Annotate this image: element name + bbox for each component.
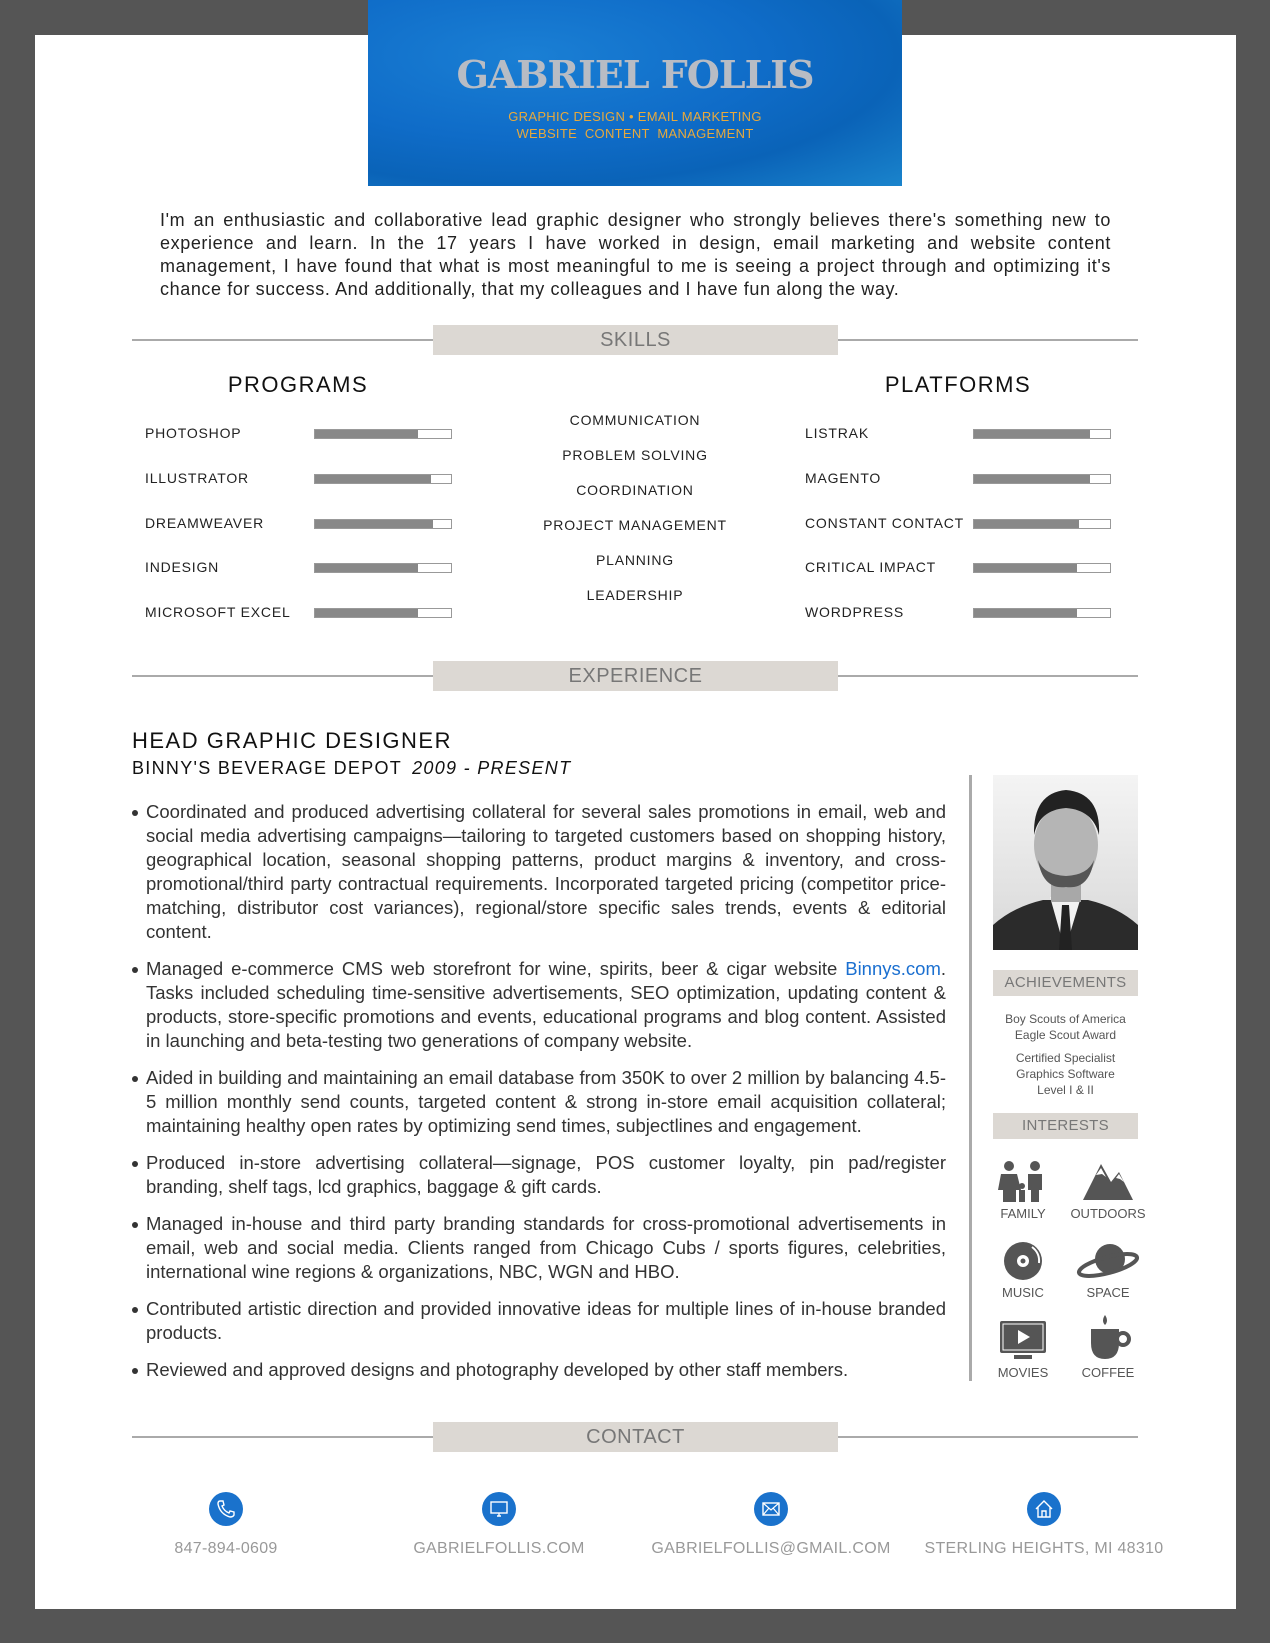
interest-outdoors (1068, 1160, 1148, 1221)
interest-space (1068, 1241, 1148, 1300)
coffee-cup-icon (1081, 1313, 1135, 1361)
profile-photo (993, 775, 1138, 950)
achievement-line: Certified Specialist (1015, 1051, 1116, 1065)
phone-icon (209, 1492, 243, 1526)
list-item: Produced in-store advertising collateral—signage, POS customer loyalty, pin pad/register branding, shelf tags, lcd graphics, baggage & gift cards. (130, 1151, 946, 1199)
interest-label: FAMILY (1000, 1206, 1046, 1221)
company-name: BINNY'S BEVERAGE DEPOT (132, 758, 403, 778)
list-item (130, 957, 946, 1053)
list-item: Coordinated and produced advertising collateral for several sales promotions in email, web and social media advertising campaigns—tailoring to targeted customers based on shopping history, geographical location, seasonal shopping patterns, product margins & inventory, and cross-promotional/third party contractual requirements. Incorporated targeted pricing (competitor price-matching, distributor cost variances), regional/store specific sales trends, events & editorial content. (130, 800, 946, 944)
skills-heading: SKILLS (433, 325, 838, 355)
achievement-item (993, 1050, 1138, 1098)
skill-label: ILLUSTRATOR (145, 470, 249, 486)
skill-level-fill (974, 520, 1079, 528)
skill-level-bar (973, 563, 1111, 573)
skill-level-fill (315, 430, 418, 438)
mountains-icon (1081, 1160, 1135, 1202)
skill-level-bar (973, 608, 1111, 618)
experience-bullets (130, 800, 946, 1395)
soft-skill: LEADERSHIP (586, 587, 684, 603)
soft-skill: COORDINATION (576, 482, 694, 498)
platforms-heading: PLATFORMS (884, 372, 1032, 397)
soft-skill: PLANNING (596, 552, 674, 568)
interest-label: MUSIC (1002, 1285, 1044, 1300)
soft-skill: PROBLEM SOLVING (562, 447, 708, 463)
skill-level-fill (315, 564, 418, 572)
skill-label: INDESIGN (145, 559, 220, 575)
list-item: Managed in-house and third party branding standards for cross-promotional advertisements in email, web and social media. Clients ranged from Chicago Cubs / sports figures, celebrities, international wine regions & organizations, NBC, WGN and HBO. (130, 1212, 946, 1284)
name-title: GABRIEL FOLLIS (456, 52, 814, 97)
skill-level-bar (314, 563, 452, 573)
bullet-text: . Tasks included scheduling time-sensitive advertisements, SEO optimization, updating content & products, store-specific promotions and events, educational programs and blog content. Assisted in launching and beta-testing two generations of company website. (146, 958, 946, 1051)
experience-heading: EXPERIENCE (433, 661, 838, 691)
sidebar-divider (969, 775, 972, 1381)
home-icon (1027, 1492, 1061, 1526)
skill-level-bar (973, 474, 1111, 484)
achievement-line: Eagle Scout Award (1014, 1028, 1117, 1042)
skill-level-fill (974, 475, 1090, 483)
subtitle-line-1: GRAPHIC DESIGN • EMAIL MARKETING (508, 109, 762, 124)
contact-heading: CONTACT (433, 1422, 838, 1452)
intro-paragraph: I'm an enthusiastic and collaborative lead graphic designer who strongly believes there's something new to experience and learn. In the 17 years I have worked in design, email marketing and website content management, I have found that what is most meaningful to me is seeing a project through and optimizing it's chance for success. And additionally, that my colleagues and I have fun along the way. (160, 210, 1111, 299)
interest-music (983, 1241, 1063, 1300)
header-banner (368, 0, 902, 186)
contact-website[interactable] (369, 1492, 629, 1558)
achievement-line: Level I & II (1037, 1083, 1094, 1097)
skill-level-fill (974, 564, 1077, 572)
list-item: Aided in building and maintaining an email database from 350K to over 2 million by balancing 4.5-5 million monthly send counts, targeted content & strong in-store email acquisition collateral; maintaining healthy open rates by optimizing send times, subjectlines and engagement. (130, 1066, 946, 1138)
skill-label: CONSTANT CONTACT (805, 515, 965, 531)
skill-level-fill (974, 609, 1077, 617)
skill-level-bar (314, 519, 452, 529)
achievement-line: Graphics Software (1016, 1067, 1115, 1081)
skill-level-fill (315, 520, 433, 528)
contact-phone[interactable] (96, 1492, 356, 1558)
vinyl-record-icon (996, 1241, 1050, 1281)
skill-level-bar (314, 474, 452, 484)
skill-level-fill (315, 609, 418, 617)
interest-movies (983, 1319, 1063, 1380)
company-line (132, 758, 571, 779)
skill-label: MAGENTO (805, 470, 882, 486)
phone-number: 847-894-0609 (174, 1540, 278, 1557)
soft-skill: COMMUNICATION (569, 412, 701, 428)
list-item: Contributed artistic direction and provided innovative ideas for multiple lines of in-house branded products. (130, 1297, 946, 1345)
job-dates: 2009 - PRESENT (412, 758, 572, 778)
monitor-icon (482, 1492, 516, 1526)
interest-label: MOVIES (997, 1365, 1049, 1380)
interest-label: SPACE (1086, 1285, 1130, 1300)
planet-icon (1075, 1241, 1141, 1281)
achievements-heading: ACHIEVEMENTS (993, 970, 1138, 996)
programs-heading: PROGRAMS (227, 372, 369, 397)
achievement-line: Boy Scouts of America (1005, 1012, 1126, 1026)
interest-coffee (1068, 1313, 1148, 1380)
contact-email[interactable] (641, 1492, 901, 1558)
skill-level-bar (314, 608, 452, 618)
email-link[interactable]: GABRIELFOLLIS@GMAIL.COM (651, 1540, 891, 1557)
website-link[interactable]: GABRIELFOLLIS.COM (413, 1540, 585, 1557)
interests-heading: INTERESTS (993, 1113, 1138, 1139)
family-icon (996, 1160, 1050, 1202)
contact-address (914, 1492, 1174, 1558)
soft-skill: PROJECT MANAGEMENT (543, 517, 727, 533)
skill-label: MICROSOFT EXCEL (145, 604, 291, 620)
interest-family (983, 1160, 1063, 1221)
skill-level-bar (973, 429, 1111, 439)
list-item: Reviewed and approved designs and photography developed by other staff members. (130, 1358, 946, 1382)
skill-level-bar (314, 429, 452, 439)
address-text: STERLING HEIGHTS, MI 48310 (924, 1540, 1164, 1557)
binnys-link[interactable]: Binnys.com (845, 958, 941, 979)
achievement-item (993, 1011, 1138, 1043)
interest-label: OUTDOORS (1070, 1206, 1146, 1221)
skill-level-fill (974, 430, 1090, 438)
skill-label: PHOTOSHOP (145, 425, 242, 441)
interest-label: COFFEE (1081, 1365, 1135, 1380)
skill-label: WORDPRESS (805, 604, 904, 620)
skill-label: DREAMWEAVER (145, 515, 264, 531)
bullet-text: Managed e-commerce CMS web storefront for wine, spirits, beer & cigar website (146, 958, 846, 979)
skill-level-bar (973, 519, 1111, 529)
skill-level-fill (315, 475, 431, 483)
skill-label: LISTRAK (805, 425, 869, 441)
monitor-play-icon (996, 1319, 1050, 1361)
skill-label: CRITICAL IMPACT (805, 559, 937, 575)
job-title: HEAD GRAPHIC DESIGNER (132, 728, 452, 753)
envelope-icon (754, 1492, 788, 1526)
subtitle-line-2: WEBSITE CONTENT MANAGEMENT (516, 126, 754, 141)
